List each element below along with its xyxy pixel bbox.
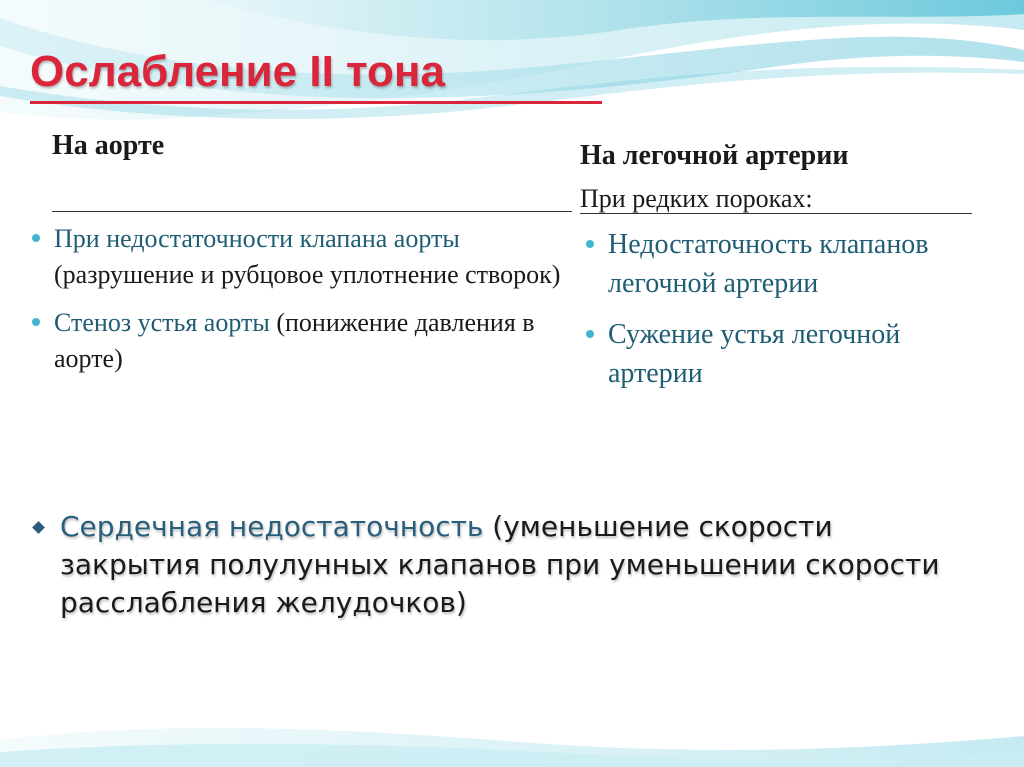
right-heading-rule xyxy=(580,213,972,214)
left-column-heading: На аорте xyxy=(52,130,165,161)
list-item xyxy=(26,305,566,377)
right-bullet-list xyxy=(580,225,1000,405)
left-heading-rule xyxy=(52,211,572,212)
left-bullet-list xyxy=(26,221,566,389)
bottom-bullet xyxy=(30,508,960,622)
bottom-bullet-note-text: (уменьшение скорости закрытия полулунных клапанов при уменьшении скорости расслабления желудочков) xyxy=(60,510,940,619)
list-item: Сужение устья легочной артерии xyxy=(580,315,1000,393)
title-underline xyxy=(30,101,602,104)
right-column-heading: На легочной артерии xyxy=(580,140,849,171)
list-item xyxy=(26,221,566,293)
slide-title: Ослабление II тона xyxy=(30,47,445,96)
bullet-note-text: (понижение давления в аорте) xyxy=(54,308,535,373)
diamond-bullet-icon xyxy=(32,521,45,534)
bullet-main-text: Стеноз устья аорты xyxy=(54,308,270,337)
bullet-note-text: (разрушение и рубцовое уплотнение створок) xyxy=(54,260,561,289)
right-column-subheading: При редких пороках: xyxy=(580,184,813,213)
list-item: Недостаточность клапанов легочной артерии xyxy=(580,225,1000,303)
bottom-bullet-main-text: Сердечная недостаточность xyxy=(60,510,484,543)
bullet-main-text: При недостаточности клапана аорты xyxy=(54,224,460,253)
